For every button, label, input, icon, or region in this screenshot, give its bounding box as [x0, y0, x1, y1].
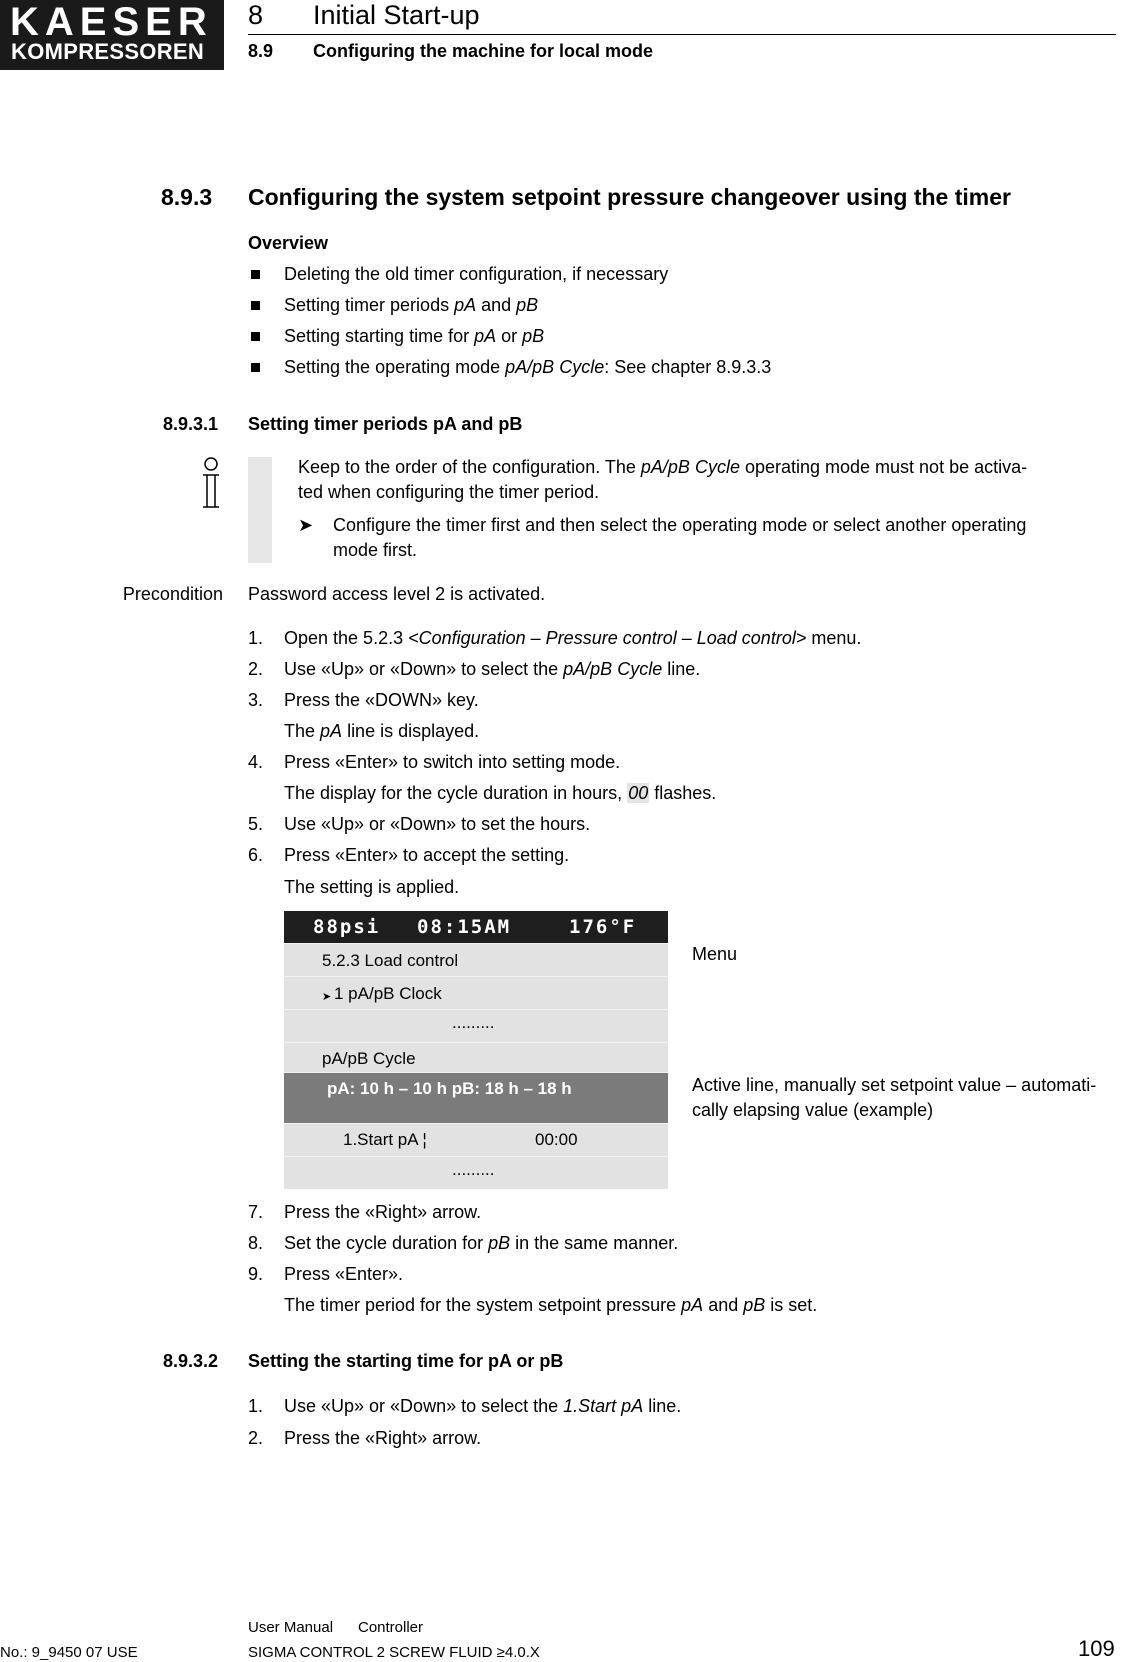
step-result: The pA line is displayed.	[284, 721, 480, 741]
chapter-number: 8	[248, 0, 264, 30]
chapter-title: Initial Start-up	[313, 0, 480, 30]
step-text: Press the «Right» arrow.	[284, 1202, 482, 1222]
step-number: 5.	[248, 814, 264, 834]
step-number: 2.	[248, 1428, 264, 1448]
step-number: 1.	[248, 1396, 264, 1416]
step-number: 3.	[248, 690, 264, 710]
precondition-text: Password access level 2 is activated.	[248, 584, 546, 604]
step-text: Press «Enter» to switch into setting mode.	[284, 752, 621, 772]
section-title: Configuring the machine for local mode	[313, 41, 654, 61]
step-text: Use «Up» or «Down» to set the hours.	[284, 814, 591, 834]
display-row-cycle: pA/pB Cycle	[284, 1040, 668, 1073]
kaeser-logo	[0, 0, 224, 70]
step-result: The setting is applied.	[284, 877, 460, 897]
subsection-number: 8.9.3	[161, 184, 213, 210]
step-text: Press «Enter» to accept the setting.	[284, 845, 570, 865]
step-number: 9.	[248, 1264, 264, 1284]
step-result: The display for the cycle duration in hours, 00 flashes.	[284, 783, 717, 803]
step-text: Press the «Right» arrow.	[284, 1428, 482, 1448]
note-action-line1: Configure the timer first and then select the operating mode or select another operating	[333, 515, 1027, 535]
step-number: 1.	[248, 628, 264, 648]
section-number: 8.9	[248, 41, 274, 61]
display-row-active: pA: 10 h – 10 h pB: 18 h – 18 h	[284, 1073, 668, 1124]
footer-doc-number: No.: 9_9450 07 USE	[0, 1644, 138, 1661]
footer-product: SIGMA CONTROL 2 SCREW FLUID ≥4.0.X	[248, 1644, 540, 1661]
logo-text-kaeser: KAESER	[10, 0, 213, 44]
display-row-dots: .........	[452, 1160, 495, 1179]
display-time: 08:15AM	[417, 916, 512, 938]
step-number: 4.	[248, 752, 264, 772]
display-temperature: 176°F	[569, 916, 637, 938]
bullet-icon	[251, 332, 260, 341]
step-number: 6.	[248, 845, 264, 865]
precondition-label: Precondition	[122, 584, 223, 604]
display-status-bar	[284, 911, 668, 944]
display-row-clock: ➤ 1 pA/pB Clock	[284, 977, 668, 1010]
subsubsection-number: 8.9.3.2	[163, 1351, 219, 1371]
display-pressure: 88psi	[313, 916, 381, 938]
bullet-icon	[251, 363, 260, 372]
subsubsection-title: Setting the starting time for pA or pB	[248, 1351, 564, 1371]
bullet-icon	[251, 301, 260, 310]
logo-text-kompressoren: KOMPRESSOREN	[11, 39, 205, 64]
display-row-start: 1.Start pA ¦ 00:00	[284, 1124, 668, 1157]
action-arrow-icon: ➤	[298, 515, 314, 535]
header-divider	[248, 34, 1116, 35]
note-action-line2: mode first.	[333, 540, 418, 560]
bullet-icon	[251, 270, 260, 279]
step-text: Use «Up» or «Down» to select the pA/pB Cycle line.	[284, 659, 701, 679]
footer-manual: User Manual	[248, 1619, 334, 1636]
note-text: Keep to the order of the configuration. The pA/pB Cycle operating mode must not be activa- ted when configuring the timer period.	[298, 457, 1028, 502]
step-text: Set the cycle duration for pB in the same manner.	[284, 1233, 679, 1253]
step-text: Press the «DOWN» key.	[284, 690, 479, 710]
step-result: The timer period for the system setpoint pressure pA and pB is set.	[284, 1295, 818, 1315]
note-sidebar	[248, 457, 272, 563]
active-line-callout: Active line, manually set setpoint value – automati- cally elapsing value (example)	[692, 1075, 1097, 1120]
step-number: 8.	[248, 1233, 264, 1253]
subsection-title: Configuring the system setpoint pressure changeover using the timer	[248, 184, 1011, 210]
subsubsection-title: Setting timer periods pA and pB	[248, 414, 523, 434]
info-icon	[198, 457, 224, 513]
step-text: Press «Enter».	[284, 1264, 404, 1284]
step-text: Use «Up» or «Down» to select the 1.Start pA line.	[284, 1396, 682, 1416]
footer-controller: Controller	[358, 1619, 424, 1636]
page-number: 109	[1078, 1636, 1115, 1661]
controller-display	[284, 911, 668, 1189]
menu-callout: Menu	[692, 944, 738, 964]
subsubsection-number: 8.9.3.1	[163, 414, 219, 434]
display-row-menu: 5.2.3 Load control	[284, 944, 668, 977]
display-row-dots: .........	[284, 1010, 668, 1043]
step-text: Open the 5.2.3 <Configuration – Pressure control – Load control> menu.	[284, 628, 862, 648]
overview-heading: Overview	[248, 233, 329, 253]
step-number: 7.	[248, 1202, 264, 1222]
step-number: 2.	[248, 659, 264, 679]
menu-arrow-icon: ➤	[322, 991, 332, 1003]
